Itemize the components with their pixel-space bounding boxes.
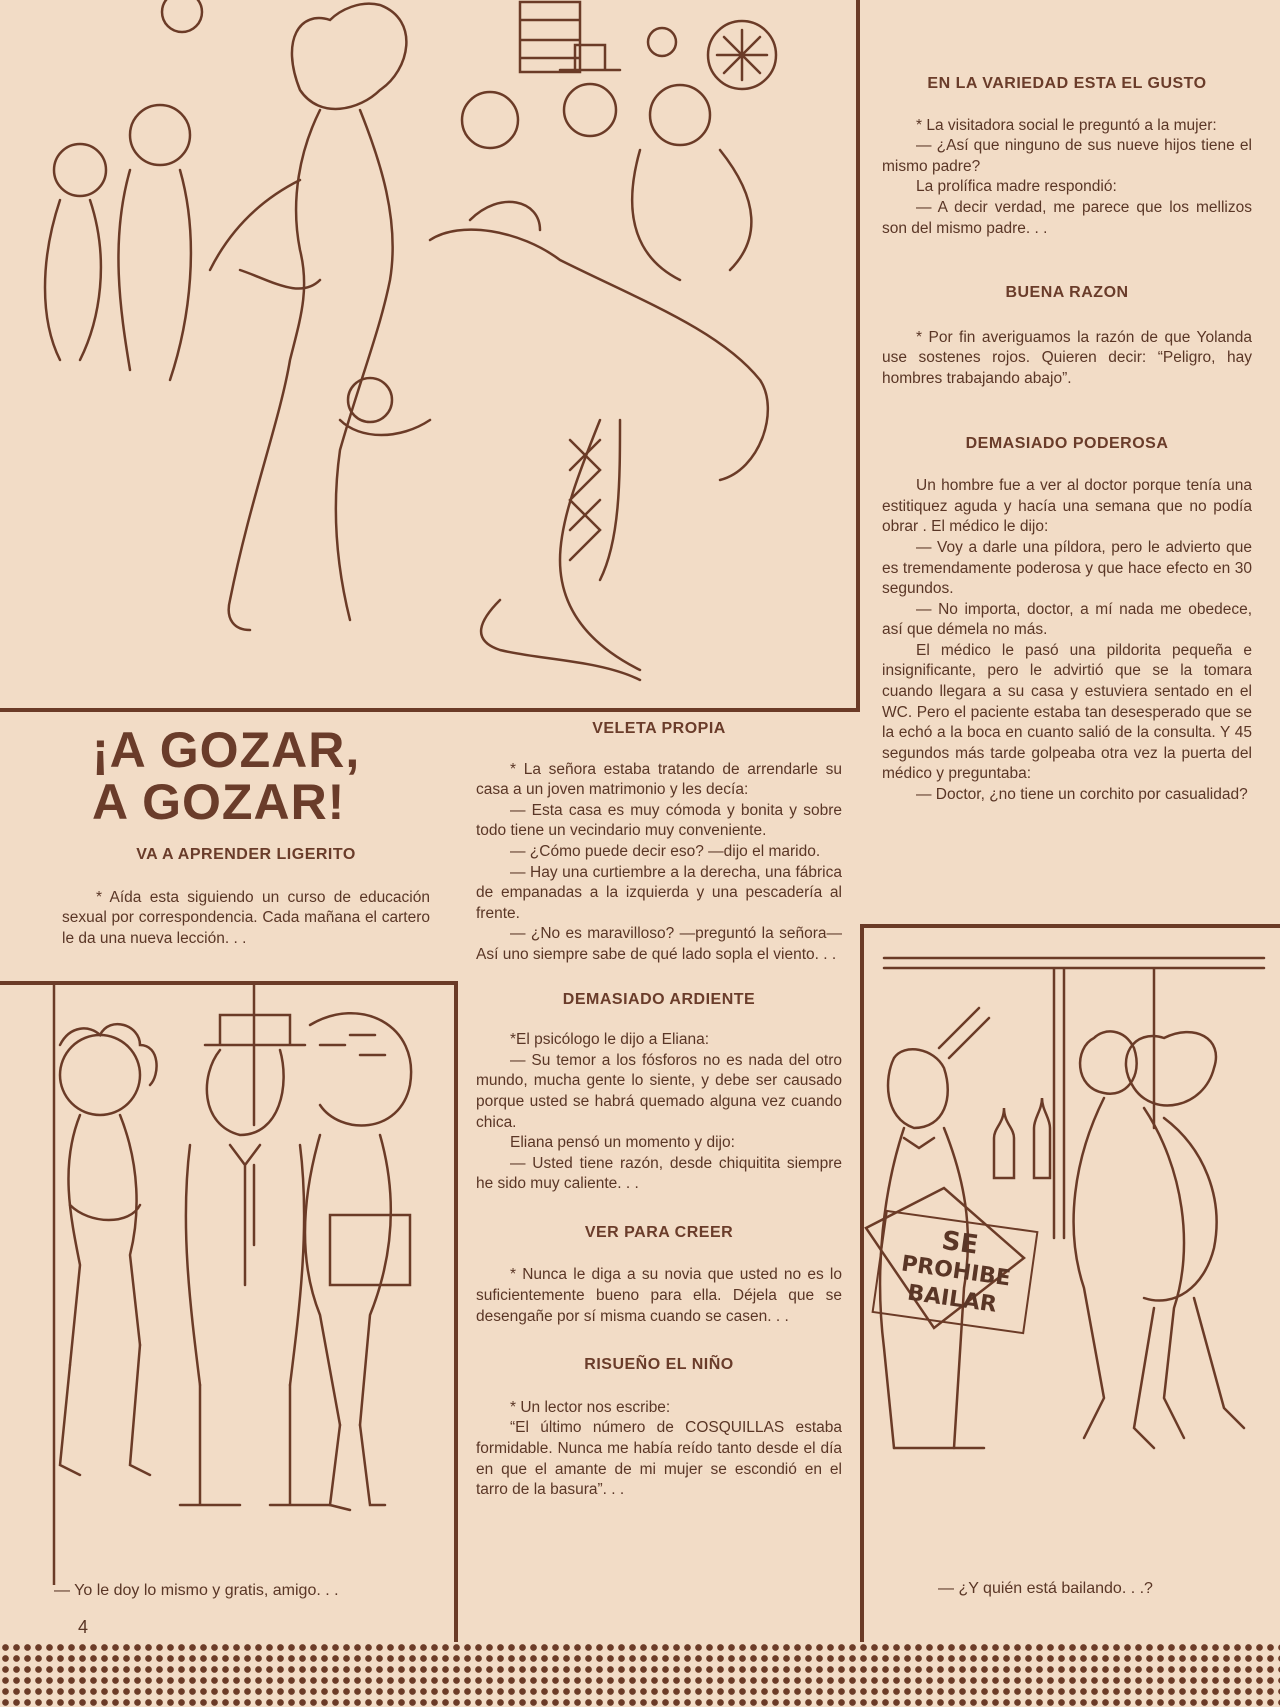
joke-text: — Esta casa es muy cómoda y bonita y sobre todo tiene un vecindario muy conveniente.	[476, 801, 842, 840]
bottom-left-cartoon-illustration	[0, 985, 454, 1585]
sign-line3: BAILAR	[905, 1280, 999, 1318]
joke-text: — ¿Cómo puede decir eso? —dijo el marido.	[510, 842, 821, 860]
top-cartoon-illustration	[0, 0, 860, 712]
joke-title-va-a-aprender: VA A APRENDER LIGERITO	[136, 846, 356, 863]
joke-title-ardiente: DEMASIADO ARDIENTE	[562, 990, 756, 1008]
joke-title-poderosa: DEMASIADO PODEROSA	[965, 434, 1169, 452]
joke-title-risueno: RISUEÑO EL NIÑO	[584, 1356, 734, 1374]
sign-line1: SE	[939, 1225, 981, 1261]
joke-text: * Por fin averiguamos la razón de que Yolanda use sostenes rojos. Quieren decir: “Peligro, hay hombres trabajando abajo”.	[882, 328, 1252, 387]
joke-text: El médico le pasó una pildorita pequeña e insignificante, pero le advirtió que se la tomara cuando llegara a su casa y estuviera sentado en el WC. Pero el paciente estaba tan desesperado que se la echó a la boca en cuanto salió de la consulta. Y 45 segundos más tarde golpeaba otra vez la puerta del médico y preguntaba:	[882, 641, 1252, 783]
joke-text: * La señora estaba tratando de arrendarle su casa a un joven matrimonio y les decía:	[476, 760, 842, 799]
joke-text: * Nunca le diga a su novia que usted no es lo suficientemente bueno para ella. Déjela que se desengañe por sí misma cuando se casen. . .	[476, 1266, 842, 1325]
joke-text: Un hombre fue a ver al doctor porque tenía una estitiquez aguda y hacía una semana que no podía obrar . El médico le dijo:	[882, 477, 1252, 536]
top-panel-bottom-border	[0, 708, 860, 712]
caption-bottom-left: — Yo le doy lo mismo y gratis, amigo. . .	[54, 1582, 339, 1599]
joke-text: Eliana pensó un momento y dijo:	[510, 1134, 735, 1152]
joke-text: — Hay una curtiembre a la derecha, una fábrica de empanadas a la izquierda y una pescadería al frente.	[476, 863, 842, 922]
middle-column	[476, 719, 842, 1501]
joke-text: — No importa, doctor, a mí nada me obedece, así que démela no más.	[882, 600, 1252, 639]
sign-line2: PROHIBE	[899, 1251, 1013, 1292]
joke-text: * La visitadora social le preguntó a la mujer:	[916, 116, 1217, 134]
page-number: 4	[78, 1617, 89, 1637]
joke-title-ver-para-creer: VER PARA CREER	[584, 1223, 734, 1241]
joke-text: — Voy a darle una píldora, pero le advierto que es tremendamente poderosa y que hace efecto en 30 segundos.	[882, 538, 1252, 598]
halftone-footer-band	[0, 1642, 1280, 1707]
joke-title-variedad: EN LA VARIEDAD ESTA EL GUSTO	[927, 75, 1207, 92]
top-panel-right-border	[856, 0, 860, 712]
joke-text: * Aída esta siguiendo un curso de educación sexual por correspondencia. Cada mañana el cartero le da una nueva lección. . .	[62, 888, 430, 947]
bottom-left-panel-right-border	[454, 981, 458, 1642]
joke-text: La prolífica madre respondió:	[916, 178, 1117, 196]
joke-text: — Usted tiene razón, desde chiquitita siempre he sido muy caliente. . .	[476, 1154, 842, 1193]
joke-title-buena-razon: BUENA RAZON	[1005, 284, 1129, 302]
joke-text: — A decir verdad, me parece que los mellizos son del mismo padre. . .	[882, 198, 1252, 237]
right-column-top	[882, 74, 1252, 806]
bottom-right-cartoon-illustration	[864, 928, 1280, 1578]
main-title	[92, 724, 422, 828]
joke-text: — ¿No es maravilloso? —preguntó la señora— Así uno siempre sabe de qué lado sopla el viento. . .	[476, 925, 842, 963]
caption-bottom-right: — ¿Y quién está bailando. . .?	[938, 1580, 1153, 1597]
sign-border	[872, 1210, 1039, 1334]
main-title-line1: ¡A GOZAR,	[92, 722, 361, 778]
joke-text: — Su temor a los fósforos no es nada del otro mundo, mucha gente lo siente, y debe ser causado porque usted se habrá quemado alguna vez cuando chica.	[476, 1051, 842, 1131]
joke-text: — ¿Así que ninguno de sus nueve hijos tiene el mismo padre?	[882, 137, 1252, 175]
left-column-text	[62, 845, 430, 949]
main-title-line2: A GOZAR!	[92, 774, 346, 830]
joke-text: *El psicólogo le dijo a Eliana:	[510, 1031, 710, 1049]
joke-title-veleta: VELETA PROPIA	[592, 720, 726, 737]
joke-text: “El último número de COSQUILLAS estaba formidable. Nunca me había reído tanto desde el día en que el amante de mi mujer se escondió en el tarro de la basura”. . .	[476, 1419, 842, 1499]
joke-text: — Doctor, ¿no tiene un corchito por casualidad?	[916, 786, 1248, 804]
joke-text: * Un lector nos escribe:	[510, 1398, 671, 1416]
